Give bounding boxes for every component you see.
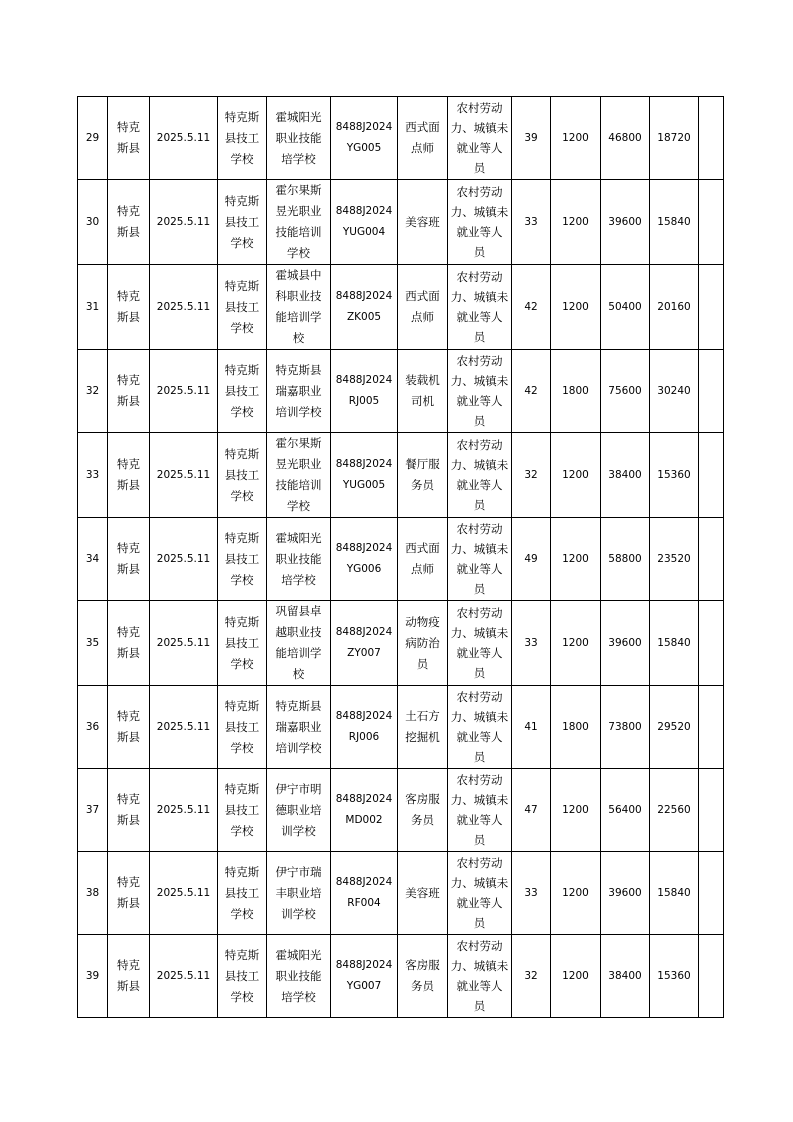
table-row xyxy=(78,518,724,601)
county-cell: 特克 斯县 xyxy=(108,686,150,769)
subsidy-amount-cell: 15840 xyxy=(650,601,699,686)
date-cell: 2025.5.11 xyxy=(150,769,218,852)
county-cell: 特克 斯县 xyxy=(108,180,150,265)
table-row xyxy=(78,350,724,433)
organizer-cell: 特克斯 县技工 学校 xyxy=(218,935,267,1018)
county-cell: 特克 斯县 xyxy=(108,433,150,518)
training-school-cell: 伊宁市瑞 丰职业培 训学校 xyxy=(267,852,331,935)
class-code-cell: 8488J2024 RJ005 xyxy=(331,350,398,433)
subsidy-standard-cell: 1200 xyxy=(551,433,601,518)
trainee-count-cell: 41 xyxy=(512,686,551,769)
subsidy-amount-cell: 29520 xyxy=(650,686,699,769)
target-group-cell: 农村劳动 力、城镇未 就业等人 员 xyxy=(448,265,512,350)
occupation-cell: 客房服 务员 xyxy=(398,769,448,852)
organizer-cell: 特克斯 县技工 学校 xyxy=(218,518,267,601)
class-code-cell: 8488J2024 YG005 xyxy=(331,97,398,180)
subsidy-standard-cell: 1200 xyxy=(551,97,601,180)
organizer-cell: 特克斯 县技工 学校 xyxy=(218,852,267,935)
training-school-cell: 霍尔果斯 昱光职业 技能培训 学校 xyxy=(267,180,331,265)
county-cell: 特克 斯县 xyxy=(108,350,150,433)
date-cell: 2025.5.11 xyxy=(150,852,218,935)
trainee-count-cell: 42 xyxy=(512,265,551,350)
training-school-cell: 特克斯县 瑞嘉职业 培训学校 xyxy=(267,350,331,433)
row-number-cell: 31 xyxy=(78,265,108,350)
table-row xyxy=(78,97,724,180)
total-amount-cell: 58800 xyxy=(601,518,650,601)
class-code-cell: 8488J2024 YUG005 xyxy=(331,433,398,518)
target-group-cell: 农村劳动 力、城镇未 就业等人 员 xyxy=(448,518,512,601)
training-school-cell: 霍城阳光 职业技能 培学校 xyxy=(267,97,331,180)
date-cell: 2025.5.11 xyxy=(150,433,218,518)
organizer-cell: 特克斯 县技工 学校 xyxy=(218,686,267,769)
date-cell: 2025.5.11 xyxy=(150,350,218,433)
organizer-cell: 特克斯 县技工 学校 xyxy=(218,180,267,265)
occupation-cell: 西式面 点师 xyxy=(398,97,448,180)
class-code-cell: 8488J2024 RJ006 xyxy=(331,686,398,769)
subsidy-amount-cell: 20160 xyxy=(650,265,699,350)
training-school-cell: 霍城阳光 职业技能 培学校 xyxy=(267,518,331,601)
remark-cell xyxy=(699,433,724,518)
total-amount-cell: 73800 xyxy=(601,686,650,769)
trainee-count-cell: 32 xyxy=(512,935,551,1018)
training-school-cell: 特克斯县 瑞嘉职业 培训学校 xyxy=(267,686,331,769)
trainee-count-cell: 47 xyxy=(512,769,551,852)
total-amount-cell: 38400 xyxy=(601,935,650,1018)
date-cell: 2025.5.11 xyxy=(150,97,218,180)
occupation-cell: 动物疫 病防治 员 xyxy=(398,601,448,686)
class-code-cell: 8488J2024 RF004 xyxy=(331,852,398,935)
table-body xyxy=(78,97,724,1018)
county-cell: 特克 斯县 xyxy=(108,935,150,1018)
class-code-cell: 8488J2024 YG006 xyxy=(331,518,398,601)
training-school-cell: 霍尔果斯 昱光职业 技能培训 学校 xyxy=(267,433,331,518)
subsidy-standard-cell: 1200 xyxy=(551,935,601,1018)
date-cell: 2025.5.11 xyxy=(150,686,218,769)
county-cell: 特克 斯县 xyxy=(108,601,150,686)
training-school-cell: 伊宁市明 德职业培 训学校 xyxy=(267,769,331,852)
row-number-cell: 34 xyxy=(78,518,108,601)
remark-cell xyxy=(699,518,724,601)
remark-cell xyxy=(699,935,724,1018)
class-code-cell: 8488J2024 YG007 xyxy=(331,935,398,1018)
table-row xyxy=(78,686,724,769)
total-amount-cell: 39600 xyxy=(601,852,650,935)
table-row xyxy=(78,265,724,350)
training-school-cell: 巩留县卓 越职业技 能培训学 校 xyxy=(267,601,331,686)
occupation-cell: 装载机 司机 xyxy=(398,350,448,433)
occupation-cell: 客房服 务员 xyxy=(398,935,448,1018)
trainee-count-cell: 49 xyxy=(512,518,551,601)
subsidy-amount-cell: 15840 xyxy=(650,180,699,265)
remark-cell xyxy=(699,601,724,686)
subsidy-amount-cell: 23520 xyxy=(650,518,699,601)
trainee-count-cell: 39 xyxy=(512,97,551,180)
subsidy-standard-cell: 1200 xyxy=(551,180,601,265)
date-cell: 2025.5.11 xyxy=(150,935,218,1018)
training-subsidy-table xyxy=(77,96,724,1018)
subsidy-amount-cell: 18720 xyxy=(650,97,699,180)
county-cell: 特克 斯县 xyxy=(108,769,150,852)
target-group-cell: 农村劳动 力、城镇未 就业等人 员 xyxy=(448,686,512,769)
row-number-cell: 32 xyxy=(78,350,108,433)
organizer-cell: 特克斯 县技工 学校 xyxy=(218,433,267,518)
occupation-cell: 土石方 挖掘机 xyxy=(398,686,448,769)
row-number-cell: 35 xyxy=(78,601,108,686)
total-amount-cell: 56400 xyxy=(601,769,650,852)
total-amount-cell: 46800 xyxy=(601,97,650,180)
subsidy-amount-cell: 22560 xyxy=(650,769,699,852)
total-amount-cell: 75600 xyxy=(601,350,650,433)
row-number-cell: 38 xyxy=(78,852,108,935)
target-group-cell: 农村劳动 力、城镇未 就业等人 员 xyxy=(448,852,512,935)
target-group-cell: 农村劳动 力、城镇未 就业等人 员 xyxy=(448,769,512,852)
organizer-cell: 特克斯 县技工 学校 xyxy=(218,350,267,433)
target-group-cell: 农村劳动 力、城镇未 就业等人 员 xyxy=(448,97,512,180)
occupation-cell: 餐厅服 务员 xyxy=(398,433,448,518)
organizer-cell: 特克斯 县技工 学校 xyxy=(218,601,267,686)
county-cell: 特克 斯县 xyxy=(108,265,150,350)
remark-cell xyxy=(699,265,724,350)
target-group-cell: 农村劳动 力、城镇未 就业等人 员 xyxy=(448,180,512,265)
row-number-cell: 33 xyxy=(78,433,108,518)
subsidy-standard-cell: 1800 xyxy=(551,350,601,433)
subsidy-standard-cell: 1200 xyxy=(551,852,601,935)
total-amount-cell: 39600 xyxy=(601,180,650,265)
organizer-cell: 特克斯 县技工 学校 xyxy=(218,769,267,852)
trainee-count-cell: 42 xyxy=(512,350,551,433)
trainee-count-cell: 33 xyxy=(512,852,551,935)
remark-cell xyxy=(699,852,724,935)
occupation-cell: 西式面 点师 xyxy=(398,518,448,601)
table-row xyxy=(78,433,724,518)
subsidy-standard-cell: 1200 xyxy=(551,518,601,601)
occupation-cell: 西式面 点师 xyxy=(398,265,448,350)
training-school-cell: 霍城阳光 职业技能 培学校 xyxy=(267,935,331,1018)
class-code-cell: 8488J2024 ZK005 xyxy=(331,265,398,350)
date-cell: 2025.5.11 xyxy=(150,518,218,601)
date-cell: 2025.5.11 xyxy=(150,180,218,265)
remark-cell xyxy=(699,97,724,180)
total-amount-cell: 50400 xyxy=(601,265,650,350)
class-code-cell: 8488J2024 YUG004 xyxy=(331,180,398,265)
subsidy-amount-cell: 15360 xyxy=(650,433,699,518)
training-school-cell: 霍城县中 科职业技 能培训学 校 xyxy=(267,265,331,350)
trainee-count-cell: 32 xyxy=(512,433,551,518)
subsidy-standard-cell: 1800 xyxy=(551,686,601,769)
county-cell: 特克 斯县 xyxy=(108,97,150,180)
table-row xyxy=(78,601,724,686)
target-group-cell: 农村劳动 力、城镇未 就业等人 员 xyxy=(448,935,512,1018)
subsidy-amount-cell: 15840 xyxy=(650,852,699,935)
target-group-cell: 农村劳动 力、城镇未 就业等人 员 xyxy=(448,601,512,686)
organizer-cell: 特克斯 县技工 学校 xyxy=(218,265,267,350)
subsidy-amount-cell: 30240 xyxy=(650,350,699,433)
remark-cell xyxy=(699,180,724,265)
remark-cell xyxy=(699,350,724,433)
county-cell: 特克 斯县 xyxy=(108,852,150,935)
total-amount-cell: 39600 xyxy=(601,601,650,686)
county-cell: 特克 斯县 xyxy=(108,518,150,601)
table-row xyxy=(78,852,724,935)
date-cell: 2025.5.11 xyxy=(150,265,218,350)
row-number-cell: 36 xyxy=(78,686,108,769)
subsidy-standard-cell: 1200 xyxy=(551,265,601,350)
remark-cell xyxy=(699,769,724,852)
total-amount-cell: 38400 xyxy=(601,433,650,518)
row-number-cell: 37 xyxy=(78,769,108,852)
row-number-cell: 30 xyxy=(78,180,108,265)
row-number-cell: 29 xyxy=(78,97,108,180)
table-row xyxy=(78,180,724,265)
class-code-cell: 8488J2024 ZY007 xyxy=(331,601,398,686)
subsidy-standard-cell: 1200 xyxy=(551,769,601,852)
remark-cell xyxy=(699,686,724,769)
class-code-cell: 8488J2024 MD002 xyxy=(331,769,398,852)
date-cell: 2025.5.11 xyxy=(150,601,218,686)
target-group-cell: 农村劳动 力、城镇未 就业等人 员 xyxy=(448,433,512,518)
table-row xyxy=(78,935,724,1018)
trainee-count-cell: 33 xyxy=(512,180,551,265)
occupation-cell: 美容班 xyxy=(398,852,448,935)
row-number-cell: 39 xyxy=(78,935,108,1018)
occupation-cell: 美容班 xyxy=(398,180,448,265)
subsidy-amount-cell: 15360 xyxy=(650,935,699,1018)
organizer-cell: 特克斯 县技工 学校 xyxy=(218,97,267,180)
subsidy-standard-cell: 1200 xyxy=(551,601,601,686)
table-row xyxy=(78,769,724,852)
target-group-cell: 农村劳动 力、城镇未 就业等人 员 xyxy=(448,350,512,433)
trainee-count-cell: 33 xyxy=(512,601,551,686)
